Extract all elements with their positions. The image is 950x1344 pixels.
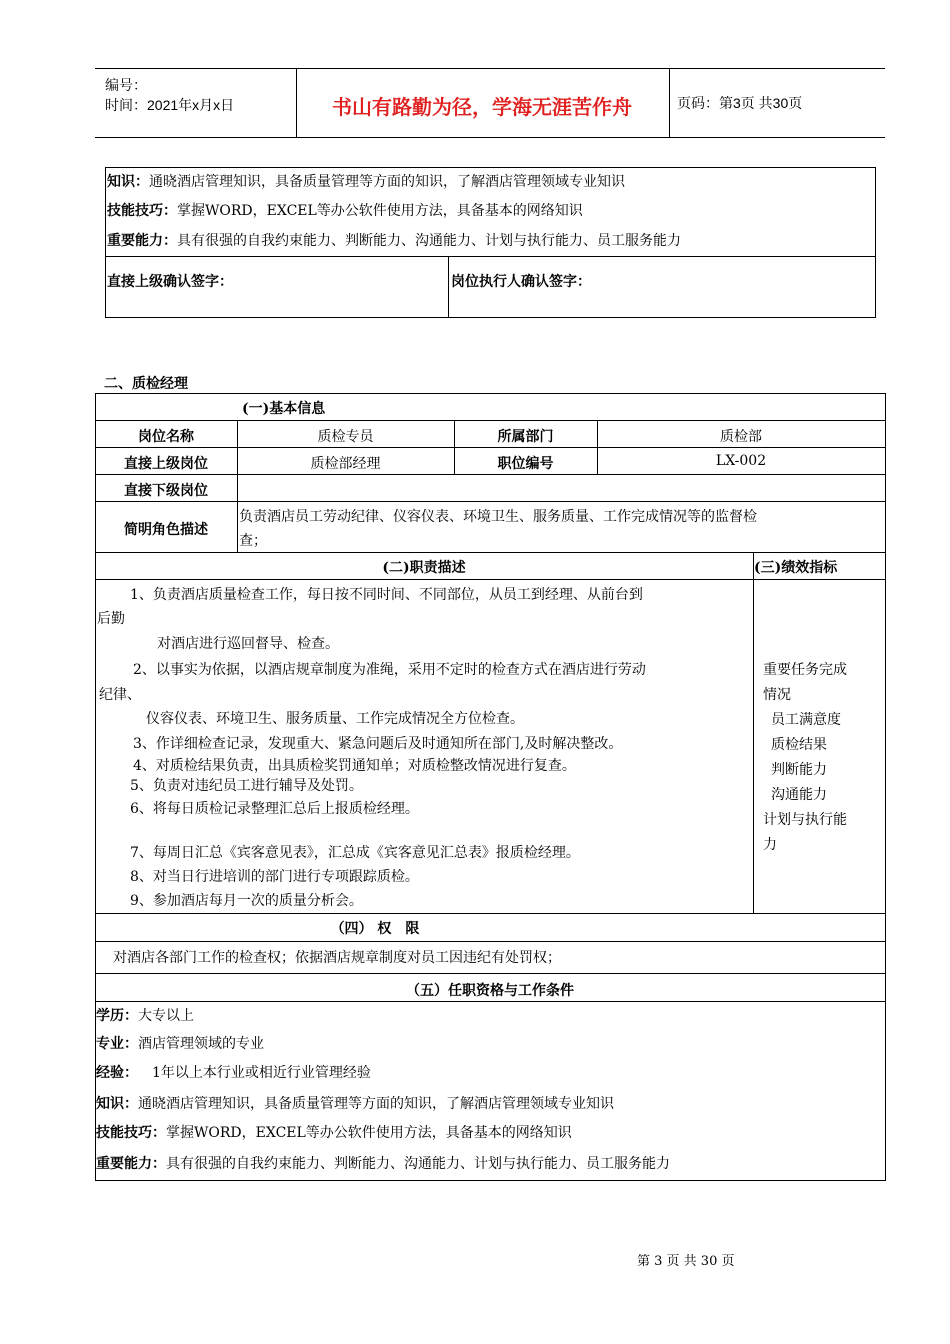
prev-ability-row: 重要能力：具有很强的自我约束能力、判断能力、沟通能力、计划与执行能力、员工服务能力 [107, 233, 681, 249]
prev-skills-row: 技能技巧：掌握WORD，EXCEL等办公软件使用方法，具备基本的网络知识 [107, 203, 583, 219]
kpi-line: 情况 [763, 687, 791, 703]
duty-line: 1、负责酒店质量检查工作，每日按不同时间、不同部位，从员工到经理、从前台到 [130, 587, 643, 603]
duty-line: 4、对质检结果负责，出具质检奖罚通知单；对质检整改情况进行复查。 [133, 758, 576, 774]
experience-row: 经验： 1年以上本行业或相近行业管理经验 [96, 1065, 371, 1081]
duty-line: 6、将每日质检记录整理汇总后上报质检经理。 [130, 801, 419, 817]
duty-line: 纪律、 [99, 687, 141, 703]
authority-text: 对酒店各部门工作的检查权；依据酒店规章制度对员工因违纪有处罚权； [113, 950, 561, 966]
time-label: 时间：2021年x月x日 [105, 97, 235, 113]
code-label: 职位编号 [497, 456, 554, 472]
position-value: 质检专员 [317, 429, 374, 445]
header-meta [105, 75, 234, 115]
number-label: 编号： [105, 77, 147, 93]
duty-line: 7、每周日汇总《宾客意见表》，汇总成《宾客意见汇总表》报质检经理。 [130, 845, 580, 861]
header-divider [669, 69, 670, 137]
header-page-info: 页码：第3页 共30页 [677, 95, 803, 111]
superior-label: 直接上级岗位 [124, 456, 208, 472]
dept-label: 所属部门 [497, 429, 554, 445]
kpi-heading: (三)绩效指标 [754, 560, 838, 576]
major-row: 专业：酒店管理领域的专业 [96, 1036, 264, 1052]
qualification-heading: （五）任职资格与工作条件 [406, 983, 574, 999]
kpi-line: 质检结果 [771, 737, 827, 753]
duty-line: 8、对当日行进培训的部门进行专项跟踪质检。 [130, 869, 419, 885]
supervisor-sign-label: 直接上级确认签字： [107, 274, 233, 290]
superior-value: 质检部经理 [310, 456, 381, 472]
skills-row: 技能技巧：掌握WORD，EXCEL等办公软件使用方法，具备基本的网络知识 [96, 1125, 572, 1141]
kpi-line: 重要任务完成 [763, 662, 847, 678]
dept-value: 质检部 [720, 429, 762, 445]
section-title: 二、质检经理 [104, 376, 188, 392]
kpi-line: 判断能力 [771, 762, 827, 778]
duty-line: 2、以事实为依据，以酒店规章制度为准绳，采用不定时的检查方式在酒店进行劳动 [133, 662, 646, 678]
duty-line: 3、作详细检查记录，发现重大、紧急问题后及时通知所在部门,及时解决整改。 [133, 736, 623, 752]
kpi-line: 员工满意度 [771, 712, 841, 728]
kpi-line: 计划与执行能 [763, 812, 847, 828]
subordinate-label: 直接下级岗位 [124, 483, 208, 499]
kpi-line: 沟通能力 [771, 787, 827, 803]
duty-line: 后勤 [97, 611, 125, 627]
prev-knowledge-row: 知识：通晓酒店管理知识，具备质量管理等方面的知识，了解酒店管理领域专业知识 [107, 174, 625, 190]
page-header [95, 68, 885, 138]
duty-line: 5、负责对违纪员工进行辅导及处罚。 [130, 778, 363, 794]
position-label: 岗位名称 [138, 429, 194, 445]
code-value: LX-002 [715, 453, 767, 469]
executor-sign-label: 岗位执行人确认签字： [451, 274, 591, 290]
role-label: 简明角色描述 [124, 522, 208, 538]
basic-info-heading: (一)基本信息 [242, 401, 326, 417]
role-line-2: 查； [239, 533, 267, 549]
duty-line: 对酒店进行巡回督导、检查。 [157, 636, 339, 652]
authority-heading: （四） 权 限 [330, 921, 420, 937]
ability-row: 重要能力：具有很强的自我约束能力、判断能力、沟通能力、计划与执行能力、员工服务能力 [96, 1156, 670, 1172]
header-motto: 书山有路勤为径，学海无涯苦作舟 [332, 97, 632, 119]
duties-heading: (二)职责描述 [382, 560, 466, 576]
duty-line: 9、参加酒店每月一次的质量分析会。 [130, 893, 363, 909]
duty-line: 仪容仪表、环境卫生、服务质量、工作完成情况全方位检查。 [146, 711, 524, 727]
kpi-line: 力 [763, 837, 777, 853]
knowledge-row: 知识：通晓酒店管理知识，具备质量管理等方面的知识，了解酒店管理领域专业知识 [96, 1096, 614, 1112]
education-row: 学历：大专以上 [96, 1008, 194, 1024]
page-footer: 第 3 页 共 30 页 [637, 1254, 735, 1269]
role-line-1: 负责酒店员工劳动纪律、仪容仪表、环境卫生、服务质量、工作完成情况等的监督检 [239, 509, 757, 525]
